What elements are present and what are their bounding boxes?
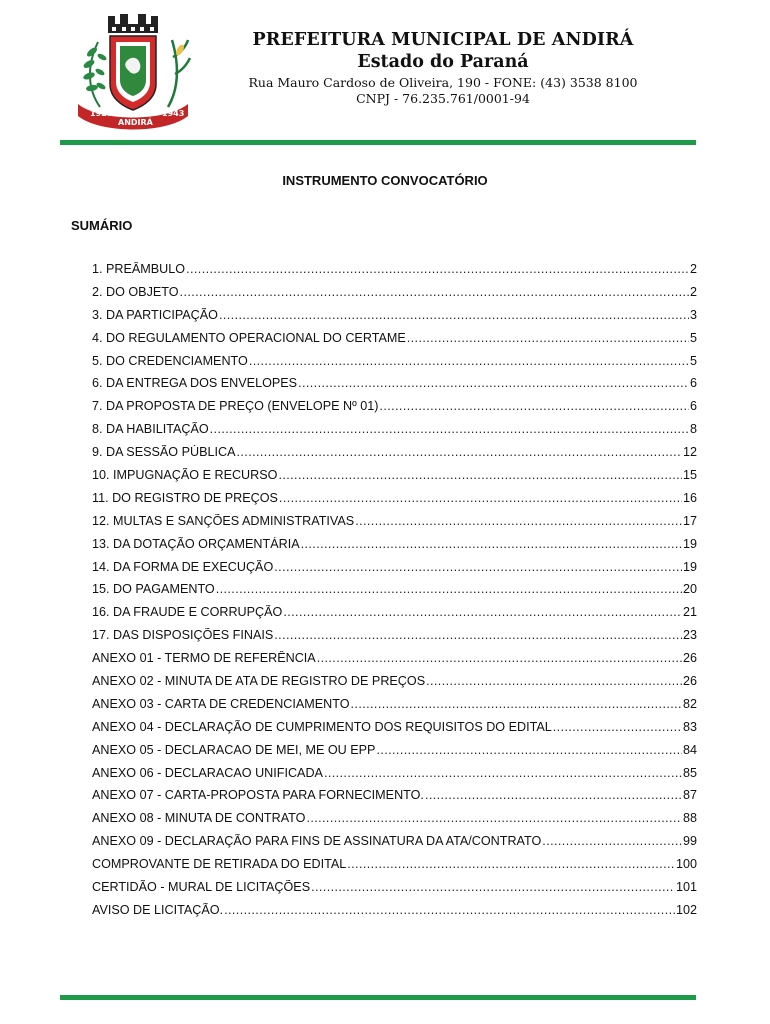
toc-dot-leader <box>311 880 675 894</box>
toc-entry-page: 8 <box>689 422 697 437</box>
toc-entry-label: ANEXO 05 - DECLARACAO DE MEI, ME OU EPP <box>92 742 376 757</box>
toc-dot-leader <box>186 262 689 276</box>
toc-entry[interactable] <box>92 880 697 903</box>
toc-entry-label: 16. DA FRAUDE E CORRUPÇÃO <box>92 605 283 620</box>
cnpj-line: CNPJ - 76.235.761/0001-94 <box>356 91 530 106</box>
toc-entry-page: 99 <box>682 834 697 849</box>
toc-entry[interactable] <box>92 628 697 651</box>
address-line: Rua Mauro Cardoso de Oliveira, 190 - FONE: (43) 3538 8100 <box>248 75 638 90</box>
toc-entry-label: 4. DO REGULAMENTO OPERACIONAL DO CERTAME <box>92 330 406 345</box>
toc-entry-label: 15. DO PAGAMENTO <box>92 582 215 597</box>
toc-entry-page: 2 <box>689 284 697 299</box>
toc-entry-page: 17 <box>682 513 697 528</box>
toc-entry-page: 6 <box>689 376 697 391</box>
toc-dot-leader <box>347 857 675 871</box>
toc-entry[interactable] <box>92 743 697 766</box>
toc-entry-label: ANEXO 06 - DECLARACAO UNIFICADA <box>92 765 323 780</box>
toc-dot-leader <box>237 445 682 459</box>
toc-entry-page: 85 <box>682 765 697 780</box>
toc-entry[interactable] <box>92 354 697 377</box>
toc-entry-label: ANEXO 08 - MINUTA DE CONTRATO <box>92 811 306 826</box>
toc-entry[interactable] <box>92 674 697 697</box>
toc-entry-label: 3. DA PARTICIPAÇÃO <box>92 307 218 322</box>
toc-entry-label: COMPROVANTE DE RETIRADA DO EDITAL <box>92 857 347 872</box>
toc-dot-leader <box>355 514 682 528</box>
toc-entry-label: ANEXO 09 - DECLARAÇÃO PARA FINS DE ASSINATURA DA ATA/CONTRATO <box>92 834 542 849</box>
toc-dot-leader <box>278 468 682 482</box>
toc-dot-leader <box>553 720 682 734</box>
toc-entry-label: 14. DA FORMA DE EXECUÇÃO <box>92 559 274 574</box>
toc-entry[interactable] <box>92 834 697 857</box>
toc-dot-leader <box>376 743 682 757</box>
toc-dot-leader <box>407 331 689 345</box>
toc-entry-page: 100 <box>675 857 697 872</box>
toc-entry-page: 84 <box>682 742 697 757</box>
toc-entry-page: 15 <box>682 468 697 483</box>
toc-entry-page: 26 <box>682 674 697 689</box>
toc-entry[interactable] <box>92 651 697 674</box>
municipality-title: PREFEITURA MUNICIPAL DE ANDIRÁ <box>252 30 634 50</box>
toc-entry-page: 5 <box>689 353 697 368</box>
toc-entry[interactable] <box>92 766 697 789</box>
toc-dot-leader <box>224 903 675 917</box>
document-title: INSTRUMENTO CONVOCATÓRIO <box>282 173 488 188</box>
toc-entry[interactable] <box>92 560 697 583</box>
coat-of-arms-icon <box>70 12 196 134</box>
toc-dot-leader <box>279 491 682 505</box>
toc-entry-page: 87 <box>682 788 697 803</box>
toc-entry-page: 6 <box>689 399 697 414</box>
toc-dot-leader <box>274 628 682 642</box>
toc-dot-leader <box>301 537 682 551</box>
toc-entry-label: 11. DO REGISTRO DE PREÇOS <box>92 490 278 505</box>
toc-entry[interactable] <box>92 399 697 422</box>
toc-entry-page: 16 <box>682 490 697 505</box>
toc-entry[interactable] <box>92 537 697 560</box>
toc-entry[interactable] <box>92 445 697 468</box>
toc-dot-leader <box>298 376 689 390</box>
toc-entry[interactable] <box>92 903 697 926</box>
toc-entry-label: ANEXO 04 - DECLARAÇÃO DE CUMPRIMENTO DOS REQUISITOS DO EDITAL <box>92 719 552 734</box>
toc-entry[interactable] <box>92 857 697 880</box>
toc-entry[interactable] <box>92 605 697 628</box>
toc-entry[interactable] <box>92 720 697 743</box>
toc-entry-label: 2. DO OBJETO <box>92 284 179 299</box>
toc-entry[interactable] <box>92 468 697 491</box>
toc-entry[interactable] <box>92 376 697 399</box>
toc-entry[interactable] <box>92 491 697 514</box>
footer-divider <box>60 995 696 1000</box>
toc-entry[interactable] <box>92 811 697 834</box>
toc-dot-leader <box>324 766 682 780</box>
toc-entry-page: 20 <box>682 582 697 597</box>
toc-entry-page: 23 <box>682 628 697 643</box>
toc-entry-page: 102 <box>675 902 697 917</box>
toc-entry[interactable] <box>92 697 697 720</box>
toc-entry-page: 12 <box>682 445 697 460</box>
toc-entry-page: 19 <box>682 559 697 574</box>
toc-entry-label: 10. IMPUGNAÇÃO E RECURSO <box>92 468 278 483</box>
toc-entry-page: 101 <box>675 880 697 895</box>
toc-entry-label: 8. DA HABILITAÇÃO <box>92 422 209 437</box>
toc-entry[interactable] <box>92 514 697 537</box>
toc-dot-leader <box>249 354 689 368</box>
toc-entry[interactable] <box>92 331 697 354</box>
toc-dot-leader <box>306 811 682 825</box>
toc-dot-leader <box>426 674 682 688</box>
toc-entry[interactable] <box>92 582 697 605</box>
toc-entry-label: 9. DA SESSÃO PÚBLICA <box>92 445 236 460</box>
toc-entry-page: 26 <box>682 651 697 666</box>
toc-entry-page: 88 <box>682 811 697 826</box>
toc-dot-leader <box>379 399 689 413</box>
toc-entry-label: AVISO DE LICITAÇÃO. <box>92 902 224 917</box>
toc-dot-leader <box>219 308 689 322</box>
crest-banner-text: ANDIRÁ <box>118 118 153 127</box>
toc-entry-page: 19 <box>682 536 697 551</box>
toc-entry-label: CERTIDÃO - MURAL DE LICITAÇÕES <box>92 880 311 895</box>
toc-dot-leader <box>216 582 682 596</box>
crest-year-left: 1927 <box>90 109 113 118</box>
toc-entry-label: ANEXO 02 - MINUTA DE ATA DE REGISTRO DE PREÇOS <box>92 674 426 689</box>
letterhead <box>228 30 658 107</box>
toc-dot-leader <box>425 788 682 802</box>
toc-dot-leader <box>283 605 682 619</box>
toc-dot-leader <box>317 651 682 665</box>
toc-entry[interactable] <box>92 285 697 308</box>
toc-entry-page: 82 <box>682 696 697 711</box>
toc-entry-page: 5 <box>689 330 697 345</box>
toc-entry-label: 7. DA PROPOSTA DE PREÇO (ENVELOPE Nº 01) <box>92 399 379 414</box>
toc-dot-leader <box>274 560 682 574</box>
toc-entry-page: 83 <box>682 719 697 734</box>
toc-entry-label: 1. PREÂMBULO <box>92 262 186 276</box>
toc-entry[interactable] <box>92 788 697 811</box>
toc-entry-label: ANEXO 07 - CARTA-PROPOSTA PARA FORNECIMENTO. <box>92 788 424 803</box>
toc-entry-page: 2 <box>689 262 697 276</box>
toc-dot-leader <box>351 697 682 711</box>
toc-entry-label: 5. DO CREDENCIAMENTO <box>92 353 248 368</box>
toc-dot-leader <box>210 422 689 436</box>
toc-entry[interactable] <box>92 262 697 285</box>
toc-entry-label: 13. DA DOTAÇÃO ORÇAMENTÁRIA <box>92 536 300 551</box>
summary-heading: SUMÁRIO <box>71 218 133 233</box>
header-divider <box>60 140 696 145</box>
toc-entry-label: 12. MULTAS E SANÇÕES ADMINISTRATIVAS <box>92 513 355 528</box>
table-of-contents <box>92 262 697 926</box>
toc-entry-label: 17. DAS DISPOSIÇÕES FINAIS <box>92 628 274 643</box>
toc-entry-page: 3 <box>689 307 697 322</box>
toc-entry-label: ANEXO 01 - TERMO DE REFERÊNCIA <box>92 651 316 666</box>
toc-entry-label: ANEXO 03 - CARTA DE CREDENCIAMENTO <box>92 696 350 711</box>
toc-entry[interactable] <box>92 308 697 331</box>
toc-entry-label: 6. DA ENTREGA DOS ENVELOPES <box>92 376 298 391</box>
toc-dot-leader <box>542 834 682 848</box>
state-name: Estado do Paraná <box>357 52 529 72</box>
crest-year-right: 1943 <box>162 109 185 118</box>
toc-dot-leader <box>180 285 689 299</box>
toc-entry-page: 21 <box>682 605 697 620</box>
toc-entry[interactable] <box>92 422 697 445</box>
